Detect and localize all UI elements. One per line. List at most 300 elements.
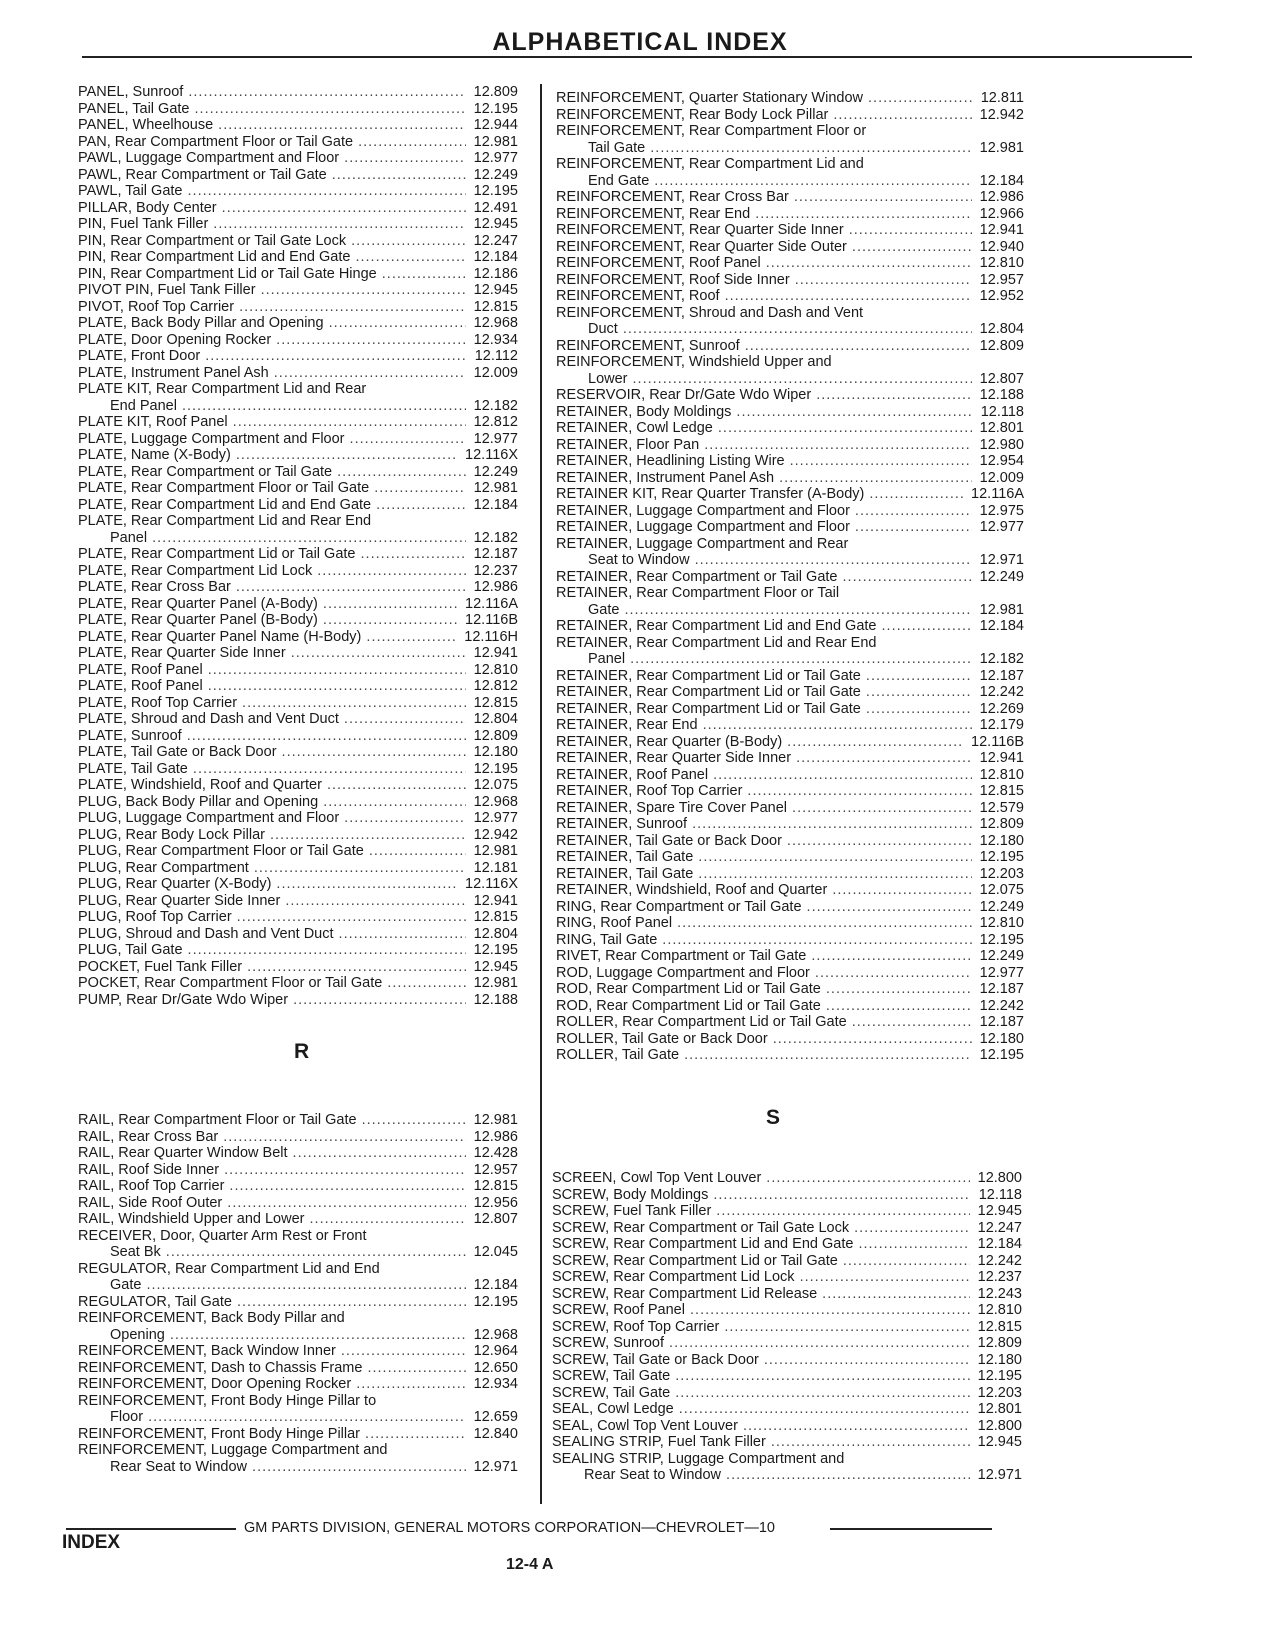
index-entry-ref: 12.815 — [473, 909, 518, 925]
index-entry-ref: 12.809 — [977, 1335, 1022, 1351]
index-entry — [78, 1343, 518, 1360]
index-entry-ref: 12.807 — [979, 370, 1024, 387]
index-entry-ref: 12.249 — [473, 463, 518, 480]
index-entry-label: RAIL, Rear Quarter Window Belt ..... — [78, 1145, 466, 1162]
index-entry-label: PLATE, Rear Compartment Lid or Tail Gate ..... — [78, 546, 466, 563]
index-entry-label: RESERVOIR, Rear Dr/Gate Wdo Wiper ..... — [556, 387, 972, 404]
index-entry — [556, 734, 1024, 751]
index-entry — [556, 437, 1024, 454]
index-entry-ref: 12.811 — [980, 90, 1024, 106]
index-entry — [78, 959, 518, 976]
index-entry-label: PLUG, Rear Compartment ..... — [78, 860, 466, 877]
index-entry-label: PAWL, Tail Gate ..... — [78, 183, 466, 200]
index-entry-ref: 12.940 — [979, 238, 1024, 255]
index-entry-ref: 12.815 — [473, 694, 518, 711]
index-entry — [78, 612, 518, 629]
index-entry-label: PLATE, Front Door ..... — [78, 348, 467, 365]
index-entry — [556, 239, 1024, 256]
page-number: 12-4 A — [506, 1556, 554, 1573]
left-column-p-entries — [78, 84, 518, 1008]
index-entry — [556, 107, 1024, 124]
index-entry — [556, 1047, 1024, 1064]
index-entry-label: REINFORCEMENT, Rear Compartment Lid and — [556, 156, 864, 172]
index-entry-label: SCREW, Body Moldings ..... — [552, 1187, 971, 1204]
index-entry-label: REINFORCEMENT, Rear Cross Bar ..... — [556, 189, 972, 206]
index-entry-label: SCREW, Fuel Tank Filler ..... — [552, 1203, 970, 1220]
index-entry-ref: 12.184 — [473, 496, 518, 513]
index-entry-label: ROD, Luggage Compartment and Floor ..... — [556, 965, 972, 982]
index-entry — [556, 255, 1024, 272]
index-entry-label: PUMP, Rear Dr/Gate Wdo Wiper ..... — [78, 992, 466, 1009]
index-entry-ref: 12.942 — [473, 826, 518, 843]
right-column-r-entries — [556, 90, 1024, 1064]
footer-rule-left — [66, 1528, 236, 1530]
index-entry — [552, 1368, 1022, 1385]
index-entry-ref: 12.801 — [977, 1401, 1022, 1417]
index-entry — [78, 893, 518, 910]
index-entry — [78, 1129, 518, 1146]
index-entry-ref: 12.809 — [979, 816, 1024, 832]
index-entry-ref: 12.188 — [473, 991, 518, 1008]
index-entry-label: RETAINER, Luggage Compartment and Floor ..... — [556, 503, 972, 520]
index-entry — [78, 992, 518, 1009]
left-column-r-entries — [78, 1112, 518, 1475]
index-entry-ref: 12.977 — [979, 519, 1024, 535]
index-entry-label: RAIL, Rear Cross Bar ..... — [78, 1129, 466, 1146]
index-entry — [552, 1253, 1022, 1270]
index-entry-ref: 12.968 — [473, 315, 518, 331]
index-entry-ref: 12.801 — [979, 420, 1024, 436]
index-entry-ref: 12.971 — [473, 1458, 518, 1475]
index-entry-ref: 12.075 — [979, 882, 1024, 898]
index-entry — [556, 470, 1024, 487]
index-entry — [556, 965, 1024, 982]
index-entry-ref: 12.968 — [473, 1326, 518, 1343]
index-entry-label: PLATE, Rear Compartment or Tail Gate ..... — [78, 464, 466, 481]
index-entry-label: REINFORCEMENT, Front Body Hinge Pillar to — [78, 1392, 377, 1409]
index-entry-ref: 12.804 — [473, 711, 518, 727]
index-entry-continuation: Gate ..... — [78, 1277, 466, 1294]
index-entry — [552, 1236, 1022, 1253]
index-entry-label: PLUG, Roof Top Carrier ..... — [78, 909, 466, 926]
index-entry-label: PLATE, Roof Panel ..... — [78, 678, 466, 695]
index-entry-continuation: Tail Gate ..... — [556, 140, 972, 157]
index-entry — [552, 1467, 1022, 1484]
index-entry-ref: 12.181 — [473, 859, 518, 876]
index-entry-ref: 12.249 — [979, 898, 1024, 915]
index-entry — [556, 882, 1024, 899]
index-entry-ref: 12.944 — [473, 117, 518, 133]
index-entry-ref: 12.981 — [979, 601, 1024, 618]
index-entry — [78, 1294, 518, 1311]
index-entry-label: SCREW, Tail Gate or Back Door ..... — [552, 1352, 970, 1369]
index-entry-ref: 12.112 — [474, 348, 518, 364]
index-entry-ref: 12.195 — [979, 849, 1024, 865]
index-entry — [556, 1014, 1024, 1031]
index-entry-ref: 12.182 — [979, 651, 1024, 667]
index-entry-label: REINFORCEMENT, Front Body Hinge Pillar ..... — [78, 1426, 466, 1443]
index-entry-label: ROD, Rear Compartment Lid or Tail Gate ..... — [556, 998, 972, 1015]
index-entry — [78, 332, 518, 349]
index-entry-label: PLATE, Rear Quarter Panel Name (H-Body) ..... — [78, 629, 456, 646]
index-entry — [78, 546, 518, 563]
index-entry-ref: 12.182 — [473, 397, 518, 414]
index-entry — [78, 728, 518, 745]
index-entry-ref: 12.237 — [473, 562, 518, 579]
index-entry — [556, 602, 1024, 619]
index-entry-ref: 12.815 — [473, 298, 518, 315]
index-entry — [78, 1409, 518, 1426]
index-entry — [78, 315, 518, 332]
index-entry-label: RETAINER, Rear Compartment Lid or Tail Gate ..... — [556, 684, 972, 701]
index-entry-ref: 12.986 — [979, 189, 1024, 205]
index-entry-ref: 12.986 — [473, 1128, 518, 1145]
index-entry-ref: 12.249 — [979, 568, 1024, 585]
index-entry-label: SEALING STRIP, Luggage Compartment and — [552, 1450, 845, 1467]
column-divider — [540, 84, 542, 1504]
index-entry-label: RETAINER, Tail Gate or Back Door ..... — [556, 833, 972, 850]
index-entry-label: RETAINER, Tail Gate ..... — [556, 849, 972, 866]
index-entry-label: PLATE, Rear Quarter Panel (A-Body) ..... — [78, 596, 457, 613]
index-entry-ref: 12.807 — [473, 1211, 518, 1227]
index-entry-label: SCREW, Tail Gate ..... — [552, 1368, 970, 1385]
index-entry — [552, 1418, 1022, 1435]
index-entry-ref: 12.815 — [977, 1318, 1022, 1335]
index-entry — [556, 651, 1024, 668]
index-entry-label: REINFORCEMENT, Roof Side Inner ..... — [556, 272, 972, 289]
index-entry-label: RECEIVER, Door, Quarter Arm Rest or Front — [78, 1227, 367, 1244]
index-entry-ref: 12.971 — [977, 1467, 1022, 1483]
index-entry-ref: 12.941 — [979, 222, 1024, 238]
index-entry-label: RETAINER, Rear Compartment Lid and End Gate ..... — [556, 618, 972, 635]
index-entry-label: PLATE, Rear Compartment Floor or Tail Gate ..... — [78, 480, 466, 497]
index-entry-label: SCREW, Sunroof ..... — [552, 1335, 970, 1352]
index-entry-label: PLATE, Rear Quarter Side Inner ..... — [78, 645, 466, 662]
index-entry-label: PLUG, Tail Gate ..... — [78, 942, 466, 959]
index-entry-ref: 12.945 — [473, 958, 518, 975]
index-entry-label: REINFORCEMENT, Dash to Chassis Frame ..... — [78, 1360, 466, 1377]
index-entry-label: RING, Roof Panel ..... — [556, 915, 972, 932]
index-entry — [78, 563, 518, 580]
index-entry-label: PIVOT PIN, Fuel Tank Filler ..... — [78, 282, 466, 299]
footer-rule-right — [830, 1528, 992, 1530]
index-entry-label: RETAINER, Rear Quarter Side Inner ..... — [556, 750, 972, 767]
index-entry-label: RETAINER, Windshield, Roof and Quarter ..... — [556, 882, 972, 899]
index-entry — [78, 1376, 518, 1393]
index-entry-ref: 12.180 — [979, 1030, 1024, 1047]
right-column-s-entries — [552, 1170, 1022, 1484]
index-entry-label: RETAINER, Tail Gate ..... — [556, 866, 972, 883]
index-entry — [556, 453, 1024, 470]
index-entry-ref: 12.957 — [473, 1161, 518, 1178]
index-entry-label: RETAINER, Rear Compartment Floor or Tail — [556, 585, 840, 601]
index-entry-label: REINFORCEMENT, Rear Compartment Floor or — [556, 123, 867, 139]
index-entry-label: RAIL, Roof Top Carrier ..... — [78, 1178, 466, 1195]
index-entry — [78, 876, 518, 893]
index-entry-ref: 12.980 — [979, 436, 1024, 453]
index-entry-ref: 12.971 — [979, 552, 1024, 568]
index-entry-ref: 12.810 — [979, 915, 1024, 931]
index-entry — [78, 596, 518, 613]
index-entry-ref: 12.986 — [473, 579, 518, 595]
index-entry — [78, 1277, 518, 1294]
index-entry-label: ROLLER, Tail Gate or Back Door ..... — [556, 1031, 972, 1048]
index-entry — [78, 233, 518, 250]
index-entry-label: PIN, Rear Compartment or Tail Gate Lock ..... — [78, 233, 466, 250]
index-entry-label: RETAINER KIT, Rear Quarter Transfer (A-Body) ..... — [556, 486, 963, 503]
index-entry-ref: 12.981 — [473, 133, 518, 150]
index-entry-ref: 12.659 — [473, 1409, 518, 1425]
index-entry-label: SEALING STRIP, Fuel Tank Filler ..... — [552, 1434, 970, 1451]
index-entry-ref: 12.941 — [473, 892, 518, 909]
index-entry-ref: 12.810 — [977, 1302, 1022, 1318]
index-entry-ref: 12.269 — [979, 700, 1024, 717]
index-entry — [556, 981, 1024, 998]
index-entry — [78, 365, 518, 382]
index-entry-label: PIN, Rear Compartment Lid or Tail Gate Hinge ..... — [78, 266, 466, 283]
index-entry-label: PLATE, Rear Quarter Panel (B-Body) ..... — [78, 612, 457, 629]
index-entry-continuation: Gate ..... — [556, 602, 972, 619]
index-entry-ref: 12.981 — [979, 139, 1024, 156]
index-entry-ref: 12.184 — [473, 1277, 518, 1293]
index-entry — [556, 1031, 1024, 1048]
index-entry — [78, 744, 518, 761]
index-entry-ref: 12.810 — [979, 766, 1024, 783]
index-entry-label: SCREW, Roof Panel ..... — [552, 1302, 970, 1319]
index-entry — [78, 117, 518, 134]
index-entry-label: PLATE, Shroud and Dash and Vent Duct ..... — [78, 711, 466, 728]
index-entry-label: RETAINER, Luggage Compartment and Rear — [556, 535, 849, 552]
index-entry — [556, 849, 1024, 866]
index-entry — [78, 860, 518, 877]
index-entry — [556, 371, 1024, 388]
index-entry-ref: 12.809 — [473, 727, 518, 744]
index-entry-label: PLUG, Luggage Compartment and Floor ..... — [78, 810, 466, 827]
index-entry — [78, 909, 518, 926]
index-entry — [78, 414, 518, 431]
index-entry-ref: 12.116H — [464, 628, 518, 645]
index-entry — [78, 1112, 518, 1129]
index-entry — [78, 1195, 518, 1212]
index-entry-label: POCKET, Rear Compartment Floor or Tail Gate ..... — [78, 975, 466, 992]
index-entry-ref: 12.249 — [473, 166, 518, 183]
index-entry-ref: 12.977 — [473, 430, 518, 447]
index-entry-label: REINFORCEMENT, Door Opening Rocker ..... — [78, 1376, 466, 1393]
index-entry — [78, 183, 518, 200]
index-entry — [556, 503, 1024, 520]
index-entry — [78, 299, 518, 316]
index-entry-ref: 12.934 — [473, 331, 518, 348]
index-entry — [552, 1269, 1022, 1286]
index-entry-ref: 12.964 — [473, 1343, 518, 1359]
index-entry-label: RETAINER, Rear Compartment Lid and Rear End — [556, 634, 877, 651]
index-entry-continuation: Duct ..... — [556, 321, 972, 338]
index-entry-ref: 12.954 — [979, 453, 1024, 469]
index-entry-label: PLUG, Rear Quarter Side Inner ..... — [78, 893, 466, 910]
index-entry-label: RING, Tail Gate ..... — [556, 932, 972, 949]
index-entry-continuation: Seat to Window ..... — [556, 552, 972, 569]
index-entry-ref: 12.977 — [473, 150, 518, 166]
index-entry — [78, 1327, 518, 1344]
index-entry-label: PLUG, Shroud and Dash and Vent Duct ..... — [78, 926, 466, 943]
index-entry-ref: 12.957 — [979, 271, 1024, 288]
index-entry-label: RETAINER, Rear Quarter (B-Body) ..... — [556, 734, 963, 751]
index-entry — [78, 1145, 518, 1162]
index-entry — [556, 288, 1024, 305]
index-entry-label: SCREEN, Cowl Top Vent Louver ..... — [552, 1170, 970, 1187]
index-entry — [556, 899, 1024, 916]
index-entry — [556, 932, 1024, 949]
index-entry-ref: 12.804 — [979, 321, 1024, 337]
index-entry-ref: 12.203 — [977, 1384, 1022, 1401]
index-entry-ref: 12.116B — [465, 612, 518, 628]
index-entry-label: REGULATOR, Tail Gate ..... — [78, 1294, 466, 1311]
index-entry-label: SCREW, Rear Compartment Lid Lock ..... — [552, 1269, 970, 1286]
index-entry-label: PLATE, Sunroof ..... — [78, 728, 466, 745]
index-entry-ref: 12.195 — [977, 1368, 1022, 1384]
index-entry-continuation: Floor ..... — [78, 1409, 466, 1426]
index-entry-label: PIN, Fuel Tank Filler ..... — [78, 216, 466, 233]
index-entry-ref: 12.800 — [977, 1170, 1022, 1186]
index-entry-ref: 12.810 — [979, 255, 1024, 271]
index-entry-label: PLATE, Rear Compartment Lid and End Gate ..... — [78, 497, 466, 514]
index-entry-label: RETAINER, Rear Compartment Lid or Tail Gate ..... — [556, 701, 972, 718]
index-entry-continuation: Panel ..... — [78, 530, 466, 547]
index-entry-ref: 12.195 — [979, 931, 1024, 948]
index-entry-label: REINFORCEMENT, Back Window Inner ..... — [78, 1343, 466, 1360]
index-entry-ref: 12.186 — [473, 265, 518, 282]
index-entry-ref: 12.179 — [979, 717, 1024, 733]
index-entry-ref: 12.242 — [979, 684, 1024, 700]
index-entry-ref: 12.247 — [473, 232, 518, 249]
index-entry-label: PIVOT, Roof Top Carrier ..... — [78, 299, 466, 316]
index-entry — [556, 833, 1024, 850]
index-entry — [556, 866, 1024, 883]
index-entry — [78, 530, 518, 547]
index-entry-ref: 12.977 — [473, 810, 518, 826]
index-entry-ref: 12.242 — [979, 997, 1024, 1014]
index-entry — [78, 975, 518, 992]
index-entry-label: SCREW, Rear Compartment or Tail Gate Lock ..... — [552, 1220, 970, 1237]
index-entry — [552, 1203, 1022, 1220]
index-entry-label: PAWL, Rear Compartment or Tail Gate ..... — [78, 167, 466, 184]
index-entry-label: SEAL, Cowl Ledge ..... — [552, 1401, 970, 1418]
index-entry-ref: 12.809 — [473, 84, 518, 100]
index-entry-ref: 12.075 — [473, 777, 518, 793]
index-entry — [78, 101, 518, 118]
index-entry — [78, 282, 518, 299]
index-entry-ref: 12.188 — [979, 387, 1024, 403]
index-entry-ref: 12.981 — [473, 480, 518, 496]
index-entry-ref: 12.187 — [979, 981, 1024, 997]
index-entry — [552, 1401, 1022, 1418]
index-entry-ref: 12.184 — [979, 172, 1024, 189]
index-entry — [556, 717, 1024, 734]
index-entry-label: RETAINER, Roof Panel ..... — [556, 767, 972, 784]
index-entry-ref: 12.116B — [971, 733, 1024, 750]
index-entry-ref: 12.945 — [473, 282, 518, 298]
index-entry-label: PLATE, Luggage Compartment and Floor ..... — [78, 431, 466, 448]
index-entry-continuation: Rear Seat to Window ..... — [552, 1467, 970, 1484]
index-entry-ref: 12.116A — [465, 595, 518, 612]
index-entry — [552, 1385, 1022, 1402]
index-entry — [78, 629, 518, 646]
index-entry-continuation: End Gate ..... — [556, 173, 972, 190]
index-entry-label: ROLLER, Tail Gate ..... — [556, 1047, 972, 1064]
page-title: ALPHABETICAL INDEX — [492, 28, 788, 56]
index-entry-label: RETAINER, Spare Tire Cover Panel ..... — [556, 800, 972, 817]
index-label: INDEX — [62, 1532, 121, 1553]
index-entry-ref: 12.118 — [980, 403, 1024, 420]
index-entry — [78, 266, 518, 283]
index-entry-label: PILLAR, Body Center ..... — [78, 200, 466, 217]
index-entry-ref: 12.180 — [979, 832, 1024, 849]
index-entry — [556, 420, 1024, 437]
index-entry-label: PLATE, Instrument Panel Ash ..... — [78, 365, 466, 382]
index-entry-ref: 12.945 — [473, 216, 518, 232]
index-entry-label: PLUG, Rear Compartment Floor or Tail Gate ..... — [78, 843, 466, 860]
index-entry-ref: 12.182 — [473, 529, 518, 546]
index-entry-ref: 12.491 — [473, 199, 518, 216]
index-entry-ref: 12.249 — [979, 948, 1024, 964]
index-entry-label: PLATE, Door Opening Rocker ..... — [78, 332, 466, 349]
index-entry-label: PLATE KIT, Rear Compartment Lid and Rear — [78, 381, 367, 397]
index-entry-ref: 12.941 — [473, 645, 518, 661]
index-entry-label: RETAINER, Headlining Listing Wire ..... — [556, 453, 972, 470]
index-entry — [78, 398, 518, 415]
index-entry-ref: 12.981 — [473, 975, 518, 991]
index-entry-label: RETAINER, Luggage Compartment and Floor ..... — [556, 519, 972, 536]
index-entry — [556, 816, 1024, 833]
index-entry-ref: 12.195 — [473, 183, 518, 199]
index-entry — [552, 1170, 1022, 1187]
index-entry — [78, 1244, 518, 1261]
index-entry — [556, 569, 1024, 586]
index-entry — [556, 387, 1024, 404]
index-entry — [556, 618, 1024, 635]
index-entry-ref: 12.195 — [473, 942, 518, 958]
index-entry — [556, 486, 1024, 503]
index-entry-ref: 12.977 — [979, 964, 1024, 981]
index-entry-label: ROD, Rear Compartment Lid or Tail Gate ..... — [556, 981, 972, 998]
index-entry-ref: 12.941 — [979, 750, 1024, 766]
index-entry — [78, 810, 518, 827]
index-entry-ref: 12.975 — [979, 502, 1024, 519]
index-entry-label: PLUG, Back Body Pillar and Opening ..... — [78, 794, 466, 811]
index-entry-ref: 12.428 — [473, 1145, 518, 1161]
footer-text: GM PARTS DIVISION, GENERAL MOTORS CORPORATION—CHEVROLET—10 — [244, 1520, 775, 1536]
index-entry — [556, 321, 1024, 338]
index-entry-ref: 12.195 — [473, 1293, 518, 1310]
index-entry-label: ROLLER, Rear Compartment Lid or Tail Gate ..... — [556, 1014, 972, 1031]
index-entry-ref: 12.187 — [473, 546, 518, 562]
index-entry-ref: 12.184 — [979, 618, 1024, 634]
index-entry-continuation: Opening ..... — [78, 1327, 466, 1344]
index-entry-label: REINFORCEMENT, Roof Panel ..... — [556, 255, 972, 272]
index-entry-continuation: Seat Bk ..... — [78, 1244, 466, 1261]
index-entry — [556, 552, 1024, 569]
index-entry — [78, 1360, 518, 1377]
index-entry-label: SCREW, Roof Top Carrier ..... — [552, 1319, 970, 1336]
index-entry-label: PLATE, Back Body Pillar and Opening ..... — [78, 315, 466, 332]
index-entry — [78, 695, 518, 712]
index-entry — [556, 701, 1024, 718]
index-entry-ref: 12.180 — [977, 1351, 1022, 1368]
index-entry-ref: 12.812 — [473, 678, 518, 694]
index-entry — [78, 761, 518, 778]
index-entry — [556, 222, 1024, 239]
index-entry-continuation: Lower ..... — [556, 371, 972, 388]
